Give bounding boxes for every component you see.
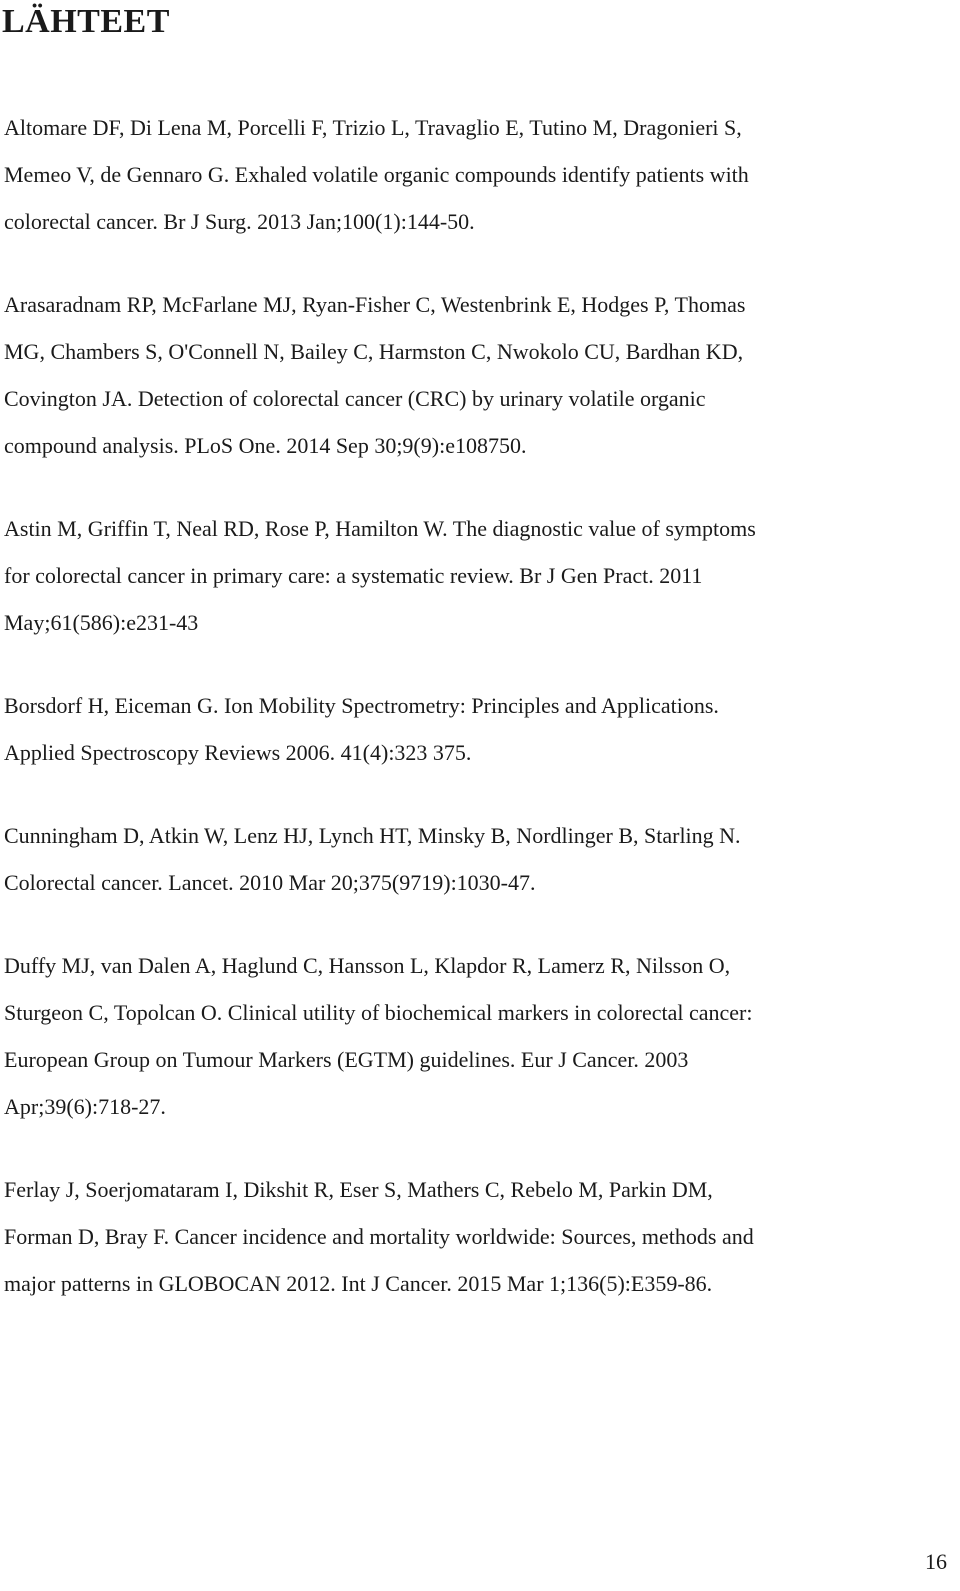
reference-list [4,104,944,1343]
reference-altomare: Altomare DF, Di Lena M, Porcelli F, Trizio L, Travaglio E, Tutino M, Dragonieri S, Memeo V, de Gennaro G. Exhaled volatile organic compounds identify patients with colorectal cancer. Br J Surg. 2013 Jan;100(1):144-50. [4,115,749,234]
reference-astin: Astin M, Griffin T, Neal RD, Rose P, Hamilton W. The diagnostic value of symptoms for colorectal cancer in primary care: a systematic review. Br J Gen Pract. 2011 May;61(586):e231-43 [4,516,756,635]
page-heading: LÄHTEET [2,3,170,40]
reference-ferlay: Ferlay J, Soerjomataram I, Dikshit R, Eser S, Mathers C, Rebelo M, Parkin DM, Forman D, Bray F. Cancer incidence and mortality worldwide: Sources, methods and major patterns in GLOBOCAN 2012. Int J Cancer. 2015 Mar 1;136(5):E359-86. [4,1177,754,1296]
reference-arasaradnam: Arasaradnam RP, McFarlane MJ, Ryan-Fisher C, Westenbrink E, Hodges P, Thomas MG, Chambers S, O'Connell N, Bailey C, Harmston C, Nwokolo CU, Bardhan KD, Covington JA. Detection of colorectal cancer (CRC) by urinary volatile organic compound analysis. PLoS One. 2014 Sep 30;9(9):e108750. [4,292,746,458]
reference-cunningham: Cunningham D, Atkin W, Lenz HJ, Lynch HT, Minsky B, Nordlinger B, Starling N. Colorectal cancer. Lancet. 2010 Mar 20;375(9719):1030-47. [4,823,741,895]
reference-borsdorf: Borsdorf H, Eiceman G. Ion Mobility Spectrometry: Principles and Applications. Applied Spectroscopy Reviews 2006. 41(4):323 375. [4,693,719,765]
reference-duffy: Duffy MJ, van Dalen A, Haglund C, Hansson L, Klapdor R, Lamerz R, Nilsson O, Sturgeon C, Topolcan O. Clinical utility of biochemical markers in colorectal cancer: European Group on Tumour Markers (EGTM) guidelines. Eur J Cancer. 2003 Apr;39(6):718-27. [4,953,753,1119]
page-number: 16 [925,1549,947,1574]
